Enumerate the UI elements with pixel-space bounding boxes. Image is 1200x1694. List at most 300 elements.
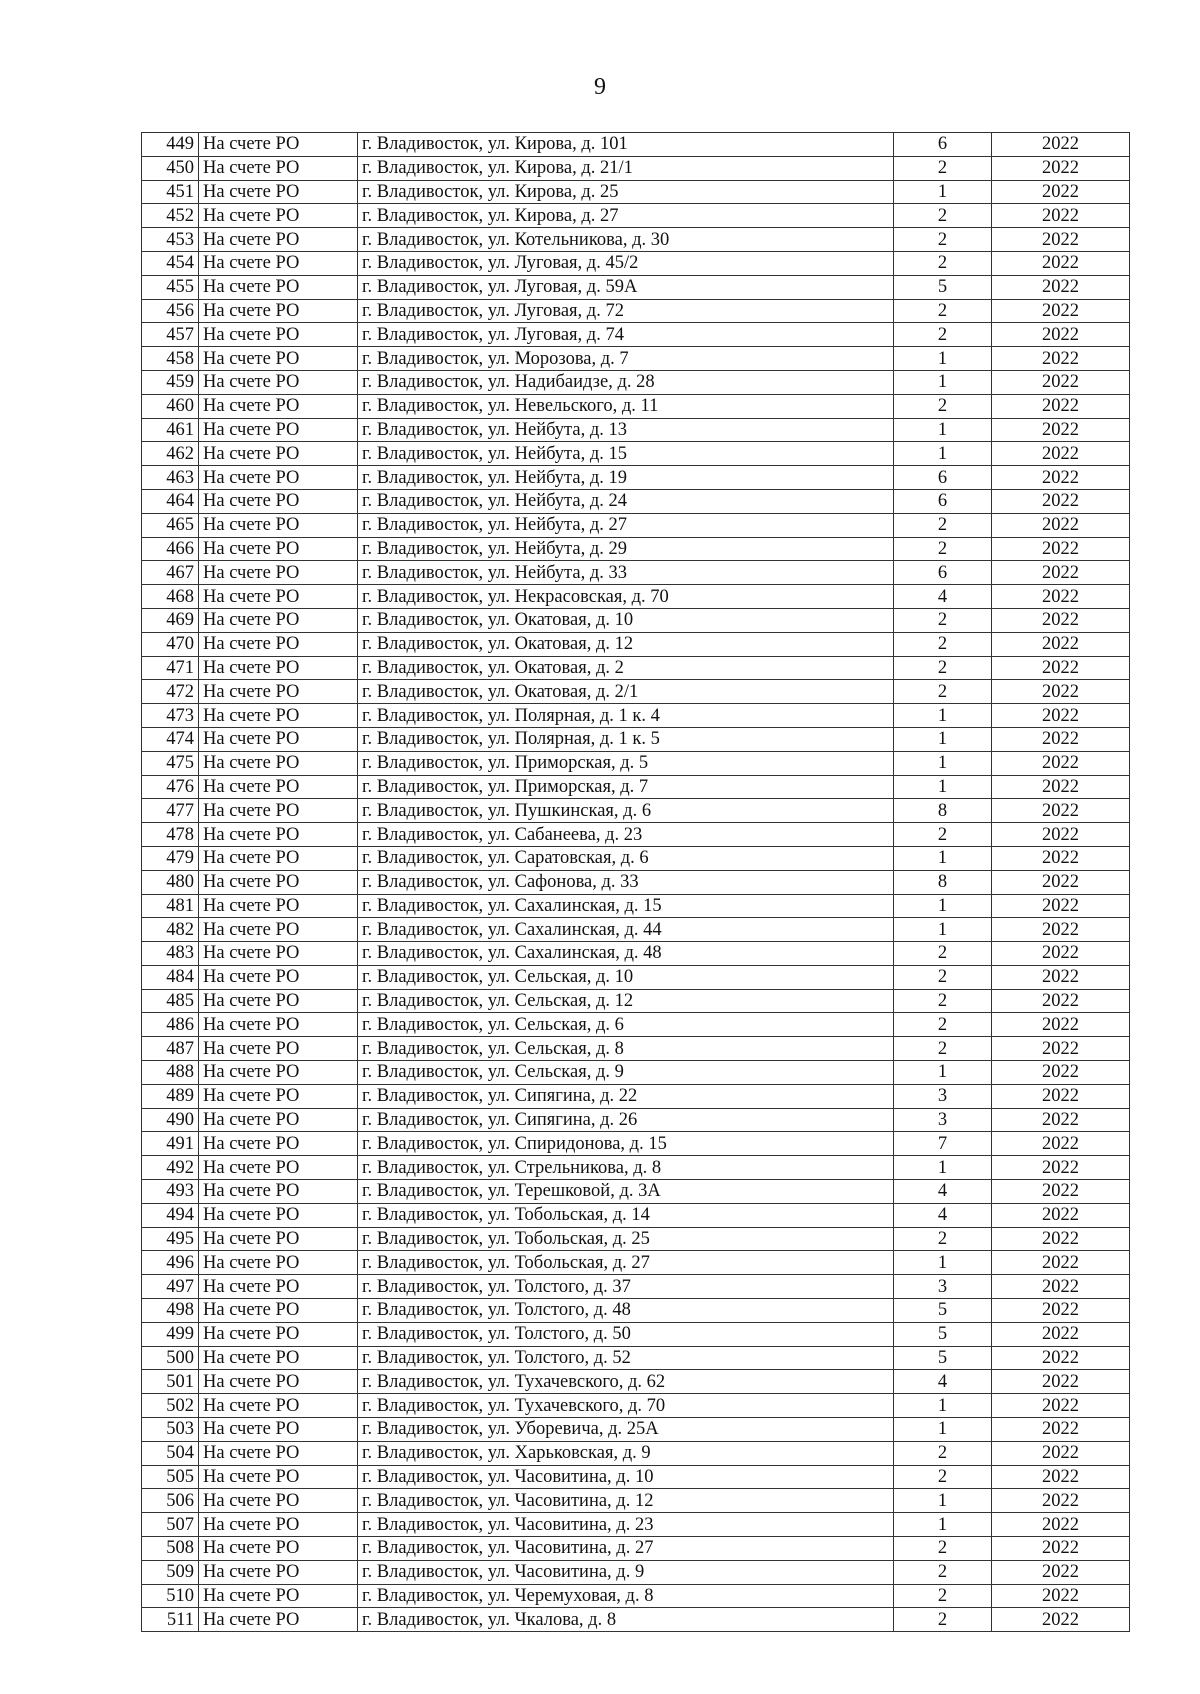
account-status-cell: На счете РО (199, 347, 358, 371)
address-cell: г. Владивосток, ул. Кирова, д. 25 (358, 180, 894, 204)
table-row (142, 561, 1130, 585)
table-row (142, 275, 1130, 299)
row-number-cell: 466 (142, 537, 199, 561)
table-row (142, 942, 1130, 966)
count-cell: 1 (894, 918, 992, 942)
account-status-cell: На счете РО (199, 965, 358, 989)
year-cell: 2022 (992, 1418, 1130, 1442)
year-cell: 2022 (992, 513, 1130, 537)
count-cell: 2 (894, 823, 992, 847)
account-status-cell: На счете РО (199, 775, 358, 799)
year-cell: 2022 (992, 1180, 1130, 1204)
table-row (142, 704, 1130, 728)
row-number-cell: 488 (142, 1061, 199, 1085)
account-status-cell: На счете РО (199, 823, 358, 847)
address-cell: г. Владивосток, ул. Часовитина, д. 9 (358, 1560, 894, 1584)
address-cell: г. Владивосток, ул. Тобольская, д. 14 (358, 1203, 894, 1227)
table-row (142, 228, 1130, 252)
account-status-cell: На счете РО (199, 180, 358, 204)
count-cell: 2 (894, 942, 992, 966)
row-number-cell: 455 (142, 275, 199, 299)
address-cell: г. Владивосток, ул. Луговая, д. 74 (358, 323, 894, 347)
account-status-cell: На счете РО (199, 894, 358, 918)
count-cell: 1 (894, 727, 992, 751)
table-row (142, 489, 1130, 513)
count-cell: 5 (894, 1346, 992, 1370)
count-cell: 2 (894, 323, 992, 347)
table-row (142, 1489, 1130, 1513)
address-cell: г. Владивосток, ул. Часовитина, д. 12 (358, 1489, 894, 1513)
count-cell: 2 (894, 608, 992, 632)
address-cell: г. Владивосток, ул. Саратовская, д. 6 (358, 846, 894, 870)
address-cell: г. Владивосток, ул. Нейбута, д. 29 (358, 537, 894, 561)
account-status-cell: На счете РО (199, 1180, 358, 1204)
table-row (142, 1013, 1130, 1037)
address-cell: г. Владивосток, ул. Нейбута, д. 19 (358, 466, 894, 490)
address-cell: г. Владивосток, ул. Полярная, д. 1 к. 4 (358, 704, 894, 728)
table-row (142, 1322, 1130, 1346)
count-cell: 2 (894, 965, 992, 989)
table-row (142, 418, 1130, 442)
account-status-cell: На счете РО (199, 870, 358, 894)
account-status-cell: На счете РО (199, 1513, 358, 1537)
account-status-cell: На счете РО (199, 751, 358, 775)
account-status-cell: На счете РО (199, 1537, 358, 1561)
count-cell: 1 (894, 751, 992, 775)
account-status-cell: На счете РО (199, 1394, 358, 1418)
row-number-cell: 469 (142, 608, 199, 632)
row-number-cell: 485 (142, 989, 199, 1013)
row-number-cell: 510 (142, 1584, 199, 1608)
year-cell: 2022 (992, 1513, 1130, 1537)
table-row (142, 133, 1130, 157)
account-status-cell: На счете РО (199, 1275, 358, 1299)
count-cell: 2 (894, 989, 992, 1013)
table-row (142, 1227, 1130, 1251)
address-cell: г. Владивосток, ул. Окатовая, д. 10 (358, 608, 894, 632)
count-cell: 1 (894, 1251, 992, 1275)
address-cell: г. Владивосток, ул. Толстого, д. 50 (358, 1322, 894, 1346)
account-status-cell: На счете РО (199, 989, 358, 1013)
count-cell: 2 (894, 204, 992, 228)
year-cell: 2022 (992, 751, 1130, 775)
count-cell: 2 (894, 632, 992, 656)
count-cell: 3 (894, 1275, 992, 1299)
year-cell: 2022 (992, 965, 1130, 989)
address-cell: г. Владивосток, ул. Чкалова, д. 8 (358, 1608, 894, 1632)
address-cell: г. Владивосток, ул. Харьковская, д. 9 (358, 1441, 894, 1465)
table-row (142, 799, 1130, 823)
account-status-cell: На счете РО (199, 299, 358, 323)
table-row (142, 1156, 1130, 1180)
year-cell: 2022 (992, 180, 1130, 204)
count-cell: 2 (894, 1560, 992, 1584)
count-cell: 6 (894, 489, 992, 513)
count-cell: 1 (894, 1418, 992, 1442)
count-cell: 8 (894, 870, 992, 894)
address-cell: г. Владивосток, ул. Кирова, д. 27 (358, 204, 894, 228)
year-cell: 2022 (992, 823, 1130, 847)
account-status-cell: На счете РО (199, 1132, 358, 1156)
account-status-cell: На счете РО (199, 1227, 358, 1251)
table-row (142, 632, 1130, 656)
address-cell: г. Владивосток, ул. Сабанеева, д. 23 (358, 823, 894, 847)
address-cell: г. Владивосток, ул. Котельникова, д. 30 (358, 228, 894, 252)
year-cell: 2022 (992, 585, 1130, 609)
count-cell: 8 (894, 799, 992, 823)
account-status-cell: На счете РО (199, 585, 358, 609)
count-cell: 1 (894, 846, 992, 870)
row-number-cell: 476 (142, 775, 199, 799)
table-row (142, 1537, 1130, 1561)
account-status-cell: На счете РО (199, 1251, 358, 1275)
row-number-cell: 496 (142, 1251, 199, 1275)
year-cell: 2022 (992, 989, 1130, 1013)
address-cell: г. Владивосток, ул. Тухачевского, д. 62 (358, 1370, 894, 1394)
address-cell: г. Владивосток, ул. Сахалинская, д. 44 (358, 918, 894, 942)
count-cell: 1 (894, 704, 992, 728)
table-row (142, 1180, 1130, 1204)
account-status-cell: На счете РО (199, 1465, 358, 1489)
address-cell: г. Владивосток, ул. Сельская, д. 10 (358, 965, 894, 989)
account-status-cell: На счете РО (199, 680, 358, 704)
address-cell: г. Владивосток, ул. Надибаидзе, д. 28 (358, 370, 894, 394)
year-cell: 2022 (992, 1584, 1130, 1608)
address-cell: г. Владивосток, ул. Луговая, д. 45/2 (358, 251, 894, 275)
address-cell: г. Владивосток, ул. Приморская, д. 5 (358, 751, 894, 775)
year-cell: 2022 (992, 1537, 1130, 1561)
count-cell: 2 (894, 1465, 992, 1489)
count-cell: 2 (894, 1584, 992, 1608)
year-cell: 2022 (992, 894, 1130, 918)
table-row (142, 1299, 1130, 1323)
year-cell: 2022 (992, 1061, 1130, 1085)
row-number-cell: 495 (142, 1227, 199, 1251)
account-status-cell: На счете РО (199, 942, 358, 966)
row-number-cell: 482 (142, 918, 199, 942)
row-number-cell: 464 (142, 489, 199, 513)
year-cell: 2022 (992, 1489, 1130, 1513)
address-cell: г. Владивосток, ул. Тобольская, д. 25 (358, 1227, 894, 1251)
count-cell: 1 (894, 347, 992, 371)
count-cell: 1 (894, 180, 992, 204)
table-row (142, 204, 1130, 228)
address-cell: г. Владивосток, ул. Тухачевского, д. 70 (358, 1394, 894, 1418)
row-number-cell: 490 (142, 1108, 199, 1132)
count-cell: 2 (894, 299, 992, 323)
count-cell: 2 (894, 1227, 992, 1251)
account-status-cell: На счете РО (199, 275, 358, 299)
count-cell: 4 (894, 1370, 992, 1394)
account-status-cell: На счете РО (199, 228, 358, 252)
count-cell: 1 (894, 1156, 992, 1180)
address-cell: г. Владивосток, ул. Часовитина, д. 10 (358, 1465, 894, 1489)
count-cell: 2 (894, 1037, 992, 1061)
register-table (141, 132, 1130, 1632)
row-number-cell: 487 (142, 1037, 199, 1061)
row-number-cell: 451 (142, 180, 199, 204)
account-status-cell: На счете РО (199, 513, 358, 537)
address-cell: г. Владивосток, ул. Сахалинская, д. 15 (358, 894, 894, 918)
address-cell: г. Владивосток, ул. Нейбута, д. 33 (358, 561, 894, 585)
page-number: 9 (594, 74, 606, 100)
address-cell: г. Владивосток, ул. Нейбута, д. 13 (358, 418, 894, 442)
address-cell: г. Владивосток, ул. Часовитина, д. 27 (358, 1537, 894, 1561)
account-status-cell: На счете РО (199, 1346, 358, 1370)
count-cell: 2 (894, 251, 992, 275)
account-status-cell: На счете РО (199, 1370, 358, 1394)
year-cell: 2022 (992, 656, 1130, 680)
row-number-cell: 473 (142, 704, 199, 728)
address-cell: г. Владивосток, ул. Сахалинская, д. 48 (358, 942, 894, 966)
row-number-cell: 505 (142, 1465, 199, 1489)
address-cell: г. Владивосток, ул. Терешковой, д. 3А (358, 1180, 894, 1204)
year-cell: 2022 (992, 156, 1130, 180)
year-cell: 2022 (992, 1227, 1130, 1251)
year-cell: 2022 (992, 942, 1130, 966)
address-cell: г. Владивосток, ул. Окатовая, д. 2/1 (358, 680, 894, 704)
account-status-cell: На счете РО (199, 1061, 358, 1085)
count-cell: 2 (894, 394, 992, 418)
count-cell: 4 (894, 1203, 992, 1227)
row-number-cell: 470 (142, 632, 199, 656)
row-number-cell: 467 (142, 561, 199, 585)
table-row (142, 870, 1130, 894)
count-cell: 3 (894, 1084, 992, 1108)
address-cell: г. Владивосток, ул. Уборевича, д. 25А (358, 1418, 894, 1442)
address-cell: г. Владивосток, ул. Луговая, д. 59А (358, 275, 894, 299)
table-row (142, 370, 1130, 394)
table-row (142, 442, 1130, 466)
address-cell: г. Владивосток, ул. Кирова, д. 21/1 (358, 156, 894, 180)
year-cell: 2022 (992, 466, 1130, 490)
account-status-cell: На счете РО (199, 1013, 358, 1037)
row-number-cell: 480 (142, 870, 199, 894)
account-status-cell: На счете РО (199, 537, 358, 561)
address-cell: г. Владивосток, ул. Окатовая, д. 12 (358, 632, 894, 656)
account-status-cell: На счете РО (199, 918, 358, 942)
address-cell: г. Владивосток, ул. Толстого, д. 37 (358, 1275, 894, 1299)
account-status-cell: На счете РО (199, 1560, 358, 1584)
address-cell: г. Владивосток, ул. Приморская, д. 7 (358, 775, 894, 799)
row-number-cell: 484 (142, 965, 199, 989)
table-row (142, 680, 1130, 704)
table-row (142, 608, 1130, 632)
table-row (142, 775, 1130, 799)
table-row (142, 156, 1130, 180)
account-status-cell: На счете РО (199, 251, 358, 275)
address-cell: г. Владивосток, ул. Пушкинская, д. 6 (358, 799, 894, 823)
row-number-cell: 478 (142, 823, 199, 847)
address-cell: г. Владивосток, ул. Сипягина, д. 22 (358, 1084, 894, 1108)
table-row (142, 394, 1130, 418)
table-row (142, 1370, 1130, 1394)
table-row (142, 846, 1130, 870)
account-status-cell: На счете РО (199, 204, 358, 228)
account-status-cell: На счете РО (199, 608, 358, 632)
count-cell: 5 (894, 275, 992, 299)
year-cell: 2022 (992, 1132, 1130, 1156)
year-cell: 2022 (992, 1441, 1130, 1465)
year-cell: 2022 (992, 1275, 1130, 1299)
row-number-cell: 508 (142, 1537, 199, 1561)
count-cell: 1 (894, 1394, 992, 1418)
count-cell: 6 (894, 561, 992, 585)
table-row (142, 1513, 1130, 1537)
year-cell: 2022 (992, 1465, 1130, 1489)
account-status-cell: На счете РО (199, 1299, 358, 1323)
table-row (142, 1608, 1130, 1632)
count-cell: 1 (894, 1061, 992, 1085)
row-number-cell: 499 (142, 1322, 199, 1346)
row-number-cell: 511 (142, 1608, 199, 1632)
account-status-cell: На счете РО (199, 561, 358, 585)
year-cell: 2022 (992, 870, 1130, 894)
year-cell: 2022 (992, 608, 1130, 632)
account-status-cell: На счете РО (199, 846, 358, 870)
year-cell: 2022 (992, 299, 1130, 323)
account-status-cell: На счете РО (199, 133, 358, 157)
year-cell: 2022 (992, 775, 1130, 799)
table-row (142, 1037, 1130, 1061)
table-row (142, 251, 1130, 275)
row-number-cell: 457 (142, 323, 199, 347)
account-status-cell: На счете РО (199, 1037, 358, 1061)
year-cell: 2022 (992, 1037, 1130, 1061)
row-number-cell: 500 (142, 1346, 199, 1370)
account-status-cell: На счете РО (199, 632, 358, 656)
address-cell: г. Владивосток, ул. Толстого, д. 48 (358, 1299, 894, 1323)
account-status-cell: На счете РО (199, 489, 358, 513)
table-row (142, 1203, 1130, 1227)
count-cell: 2 (894, 1013, 992, 1037)
row-number-cell: 491 (142, 1132, 199, 1156)
address-cell: г. Владивосток, ул. Сельская, д. 8 (358, 1037, 894, 1061)
year-cell: 2022 (992, 918, 1130, 942)
count-cell: 2 (894, 513, 992, 537)
account-status-cell: На счете РО (199, 394, 358, 418)
account-status-cell: На счете РО (199, 1584, 358, 1608)
account-status-cell: На счете РО (199, 704, 358, 728)
row-number-cell: 472 (142, 680, 199, 704)
count-cell: 2 (894, 1537, 992, 1561)
table-row (142, 1394, 1130, 1418)
year-cell: 2022 (992, 1108, 1130, 1132)
table-row (142, 1346, 1130, 1370)
address-cell: г. Владивосток, ул. Кирова, д. 101 (358, 133, 894, 157)
year-cell: 2022 (992, 347, 1130, 371)
table-row (142, 1061, 1130, 1085)
year-cell: 2022 (992, 846, 1130, 870)
count-cell: 1 (894, 1489, 992, 1513)
count-cell: 6 (894, 133, 992, 157)
account-status-cell: На счете РО (199, 1322, 358, 1346)
table-row (142, 918, 1130, 942)
year-cell: 2022 (992, 418, 1130, 442)
year-cell: 2022 (992, 394, 1130, 418)
year-cell: 2022 (992, 133, 1130, 157)
table-row (142, 1560, 1130, 1584)
year-cell: 2022 (992, 1322, 1130, 1346)
address-cell: г. Владивосток, ул. Черемуховая, д. 8 (358, 1584, 894, 1608)
row-number-cell: 459 (142, 370, 199, 394)
row-number-cell: 460 (142, 394, 199, 418)
table-row (142, 1465, 1130, 1489)
year-cell: 2022 (992, 489, 1130, 513)
count-cell: 2 (894, 156, 992, 180)
account-status-cell: На счете РО (199, 799, 358, 823)
account-status-cell: На счете РО (199, 727, 358, 751)
count-cell: 2 (894, 656, 992, 680)
address-cell: г. Владивосток, ул. Нейбута, д. 27 (358, 513, 894, 537)
account-status-cell: На счете РО (199, 1156, 358, 1180)
account-status-cell: На счете РО (199, 1203, 358, 1227)
address-cell: г. Владивосток, ул. Спиридонова, д. 15 (358, 1132, 894, 1156)
address-cell: г. Владивосток, ул. Морозова, д. 7 (358, 347, 894, 371)
row-number-cell: 449 (142, 133, 199, 157)
account-status-cell: На счете РО (199, 418, 358, 442)
row-number-cell: 509 (142, 1560, 199, 1584)
row-number-cell: 479 (142, 846, 199, 870)
row-number-cell: 462 (142, 442, 199, 466)
table-row (142, 1441, 1130, 1465)
year-cell: 2022 (992, 561, 1130, 585)
table-row (142, 513, 1130, 537)
row-number-cell: 461 (142, 418, 199, 442)
count-cell: 1 (894, 775, 992, 799)
address-cell: г. Владивосток, ул. Толстого, д. 52 (358, 1346, 894, 1370)
year-cell: 2022 (992, 275, 1130, 299)
count-cell: 2 (894, 537, 992, 561)
table-row (142, 1584, 1130, 1608)
row-number-cell: 497 (142, 1275, 199, 1299)
year-cell: 2022 (992, 1370, 1130, 1394)
year-cell: 2022 (992, 727, 1130, 751)
row-number-cell: 483 (142, 942, 199, 966)
row-number-cell: 504 (142, 1441, 199, 1465)
table-row (142, 656, 1130, 680)
address-cell: г. Владивосток, ул. Сельская, д. 12 (358, 989, 894, 1013)
count-cell: 2 (894, 680, 992, 704)
row-number-cell: 501 (142, 1370, 199, 1394)
row-number-cell: 503 (142, 1418, 199, 1442)
row-number-cell: 474 (142, 727, 199, 751)
count-cell: 5 (894, 1322, 992, 1346)
account-status-cell: На счете РО (199, 656, 358, 680)
address-cell: г. Владивосток, ул. Стрельникова, д. 8 (358, 1156, 894, 1180)
year-cell: 2022 (992, 680, 1130, 704)
table-row (142, 989, 1130, 1013)
year-cell: 2022 (992, 1251, 1130, 1275)
count-cell: 1 (894, 418, 992, 442)
table-row (142, 299, 1130, 323)
row-number-cell: 494 (142, 1203, 199, 1227)
count-cell: 2 (894, 1608, 992, 1632)
register-table-body (142, 133, 1130, 1632)
row-number-cell: 471 (142, 656, 199, 680)
account-status-cell: На счете РО (199, 1418, 358, 1442)
row-number-cell: 486 (142, 1013, 199, 1037)
count-cell: 1 (894, 442, 992, 466)
year-cell: 2022 (992, 323, 1130, 347)
count-cell: 2 (894, 228, 992, 252)
table-row (142, 823, 1130, 847)
year-cell: 2022 (992, 251, 1130, 275)
row-number-cell: 453 (142, 228, 199, 252)
row-number-cell: 452 (142, 204, 199, 228)
account-status-cell: На счете РО (199, 156, 358, 180)
row-number-cell: 477 (142, 799, 199, 823)
